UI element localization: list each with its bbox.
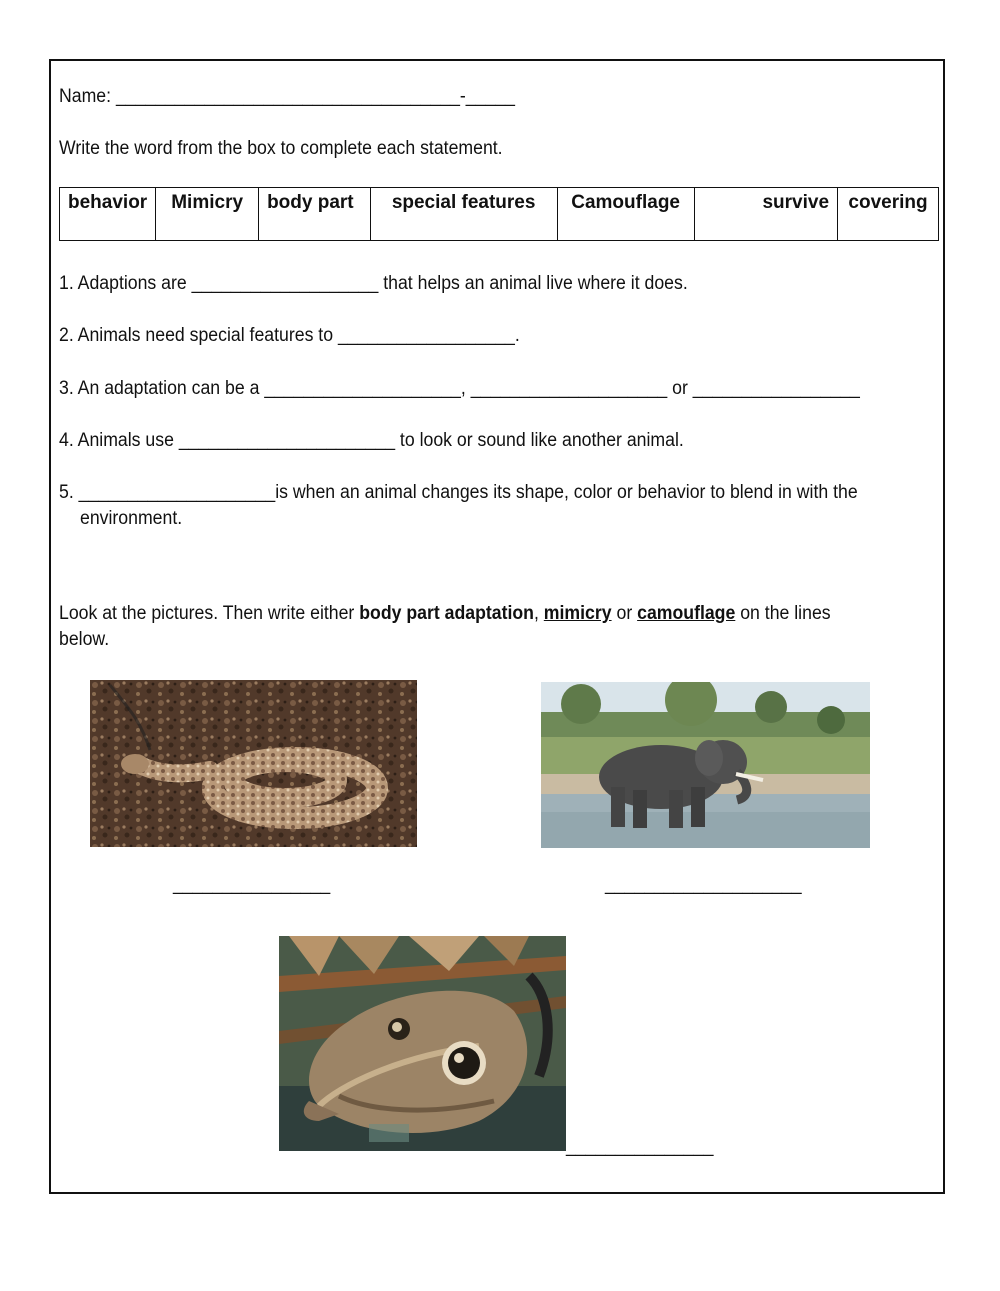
butterfly-answer-line[interactable]: _______________ bbox=[566, 1136, 714, 1157]
picture-prompt: Look at the pictures. Then write either body part adaptation, mimicry or camouflage on the lines bbox=[59, 603, 831, 624]
term-mimicry: mimicry bbox=[543, 603, 612, 624]
elephant-answer-line[interactable]: ____________________ bbox=[605, 874, 802, 895]
question-3: 3. An adaptation can be a ____________________, ____________________ or _________________ bbox=[59, 378, 860, 399]
question-4: 4. Animals use ______________________ to look or sound like another animal. bbox=[59, 430, 684, 451]
word-box-item: behavior bbox=[60, 188, 156, 241]
term-camouflage: camouflage bbox=[637, 603, 736, 624]
term-body-part-adaptation: body part adaptation bbox=[359, 603, 534, 624]
word-box-item: special features bbox=[370, 188, 557, 241]
snake-answer-line[interactable]: ________________ bbox=[173, 874, 331, 895]
question-5: 5. ____________________is when an animal changes its shape, color or behavior to blend in with the bbox=[59, 482, 858, 503]
question-5-continued: environment. bbox=[80, 508, 183, 529]
word-box-item: survive bbox=[694, 188, 837, 241]
snake-photo bbox=[90, 680, 417, 847]
question-1: 1. Adaptions are ___________________ that helps an animal live where it does. bbox=[59, 273, 688, 294]
elephant-photo bbox=[541, 682, 870, 848]
name-line: Name: ___________________________________-_____ bbox=[59, 86, 515, 107]
picture-prompt-line2: below. bbox=[59, 629, 110, 650]
instructions: Write the word from the box to complete each statement. bbox=[59, 138, 503, 159]
butterfly-photo bbox=[279, 936, 566, 1151]
word-box bbox=[59, 187, 939, 241]
question-2: 2. Animals need special features to __________________. bbox=[59, 325, 520, 346]
word-box-item: Mimicry bbox=[156, 188, 259, 241]
word-box-item: body part bbox=[259, 188, 371, 241]
word-box-item: covering bbox=[838, 188, 939, 241]
word-box-item: Camouflage bbox=[557, 188, 694, 241]
